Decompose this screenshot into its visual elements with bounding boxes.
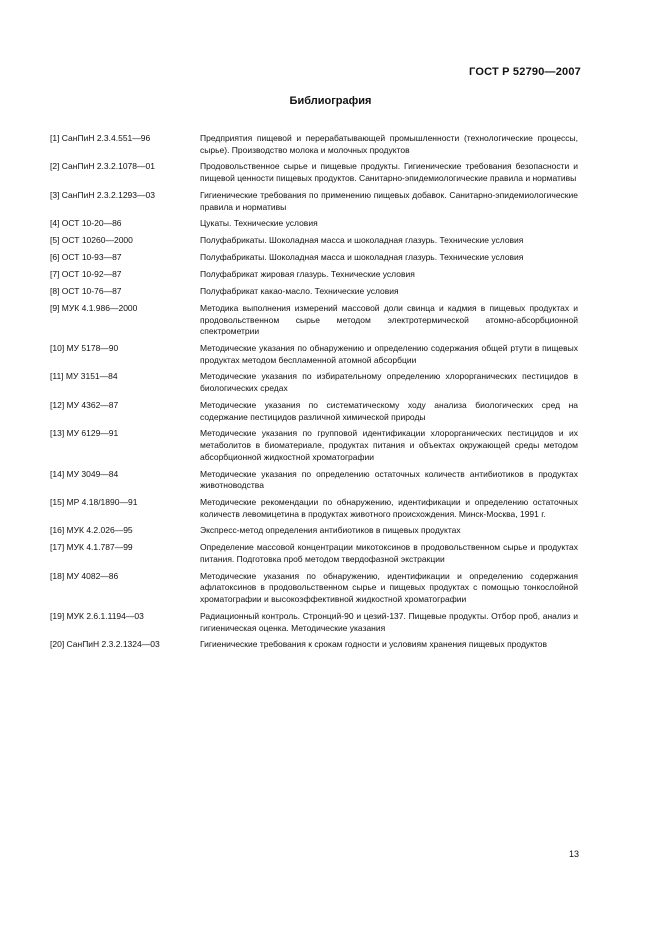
page-title: Библиография: [289, 95, 372, 107]
bibliography-entry: [50, 371, 582, 394]
entry-description: Продовольственное сырье и пищевые продукты. Гигиенические требования безопасности и пищевой ценности пищевых продуктов. Санитарно-эпидемиологические правила и нормативы: [200, 161, 578, 184]
bibliography-entry: [50, 571, 582, 606]
entry-description: Цукаты. Технические условия: [200, 218, 318, 229]
entry-reference: [3] СанПиН 2.3.2.1293—03: [50, 189, 155, 200]
entry-description: Гигиенические требования к срокам годности и условиям хранения пищевых продуктов: [200, 639, 548, 650]
entry-reference: [19] МУК 2.6.1.1194—03: [50, 610, 144, 621]
bibliography-entry: [50, 400, 582, 423]
entry-reference: [12] МУ 4362—87: [50, 399, 119, 410]
entry-description: Определение массовой концентрации микотоксинов в продовольственном сырье и продуктах питания. Подготовка проб методом твердофазной экстракции: [200, 542, 578, 564]
entry-reference: [16] МУК 4.2.026—95: [50, 525, 133, 536]
bibliography-entry: [50, 286, 582, 298]
entry-description: Полуфабрикаты. Шоколадная масса и шоколадная глазурь. Технические условия: [200, 235, 524, 246]
entry-description: Полуфабрикаты. Шоколадная масса и шоколадная глазурь. Технические условия: [200, 252, 524, 263]
bibliography-entry: [50, 218, 582, 230]
entry-description: Методические указания по избирательному определению хлорорганических пестицидов в биологических средах: [200, 371, 578, 394]
entry-reference: [6] ОСТ 10-93—87: [50, 252, 122, 263]
entry-reference: [17] МУК 4.1.787—99: [50, 542, 133, 553]
entry-reference: [20] СанПиН 2.3.2.1324—03: [50, 639, 160, 650]
entry-description: Радиационный контроль. Стронций-90 и цезий-137. Пищевые продукты. Отбор проб, анализ и гигиеническая оценка. Методические указания: [200, 610, 578, 633]
bibliography-entry: [50, 161, 582, 184]
bibliography-entry: [50, 133, 582, 156]
entry-reference: [14] МУ 3049—84: [50, 468, 119, 479]
entry-description: Методические указания по определению остаточных количеств антибиотиков в продуктах животноводства: [200, 468, 578, 491]
standard-code: ГОСТ Р 52790—2007: [469, 66, 581, 78]
entry-description: Методика выполнения измерений массовой доли свинца и кадмия в пищевых продуктах и продовольственном сырье методом электротермической атомно-абсорбционной спектрометрии: [200, 302, 578, 337]
entry-reference: [9] МУК 4.1.986—2000: [50, 302, 138, 313]
entry-reference: [2] СанПиН 2.3.2.1078—01: [50, 161, 155, 172]
entry-description: Методические указания по обнаружению и определению содержания общей ртути в пищевых продуктах методом беспламенной атомной абсорбции: [200, 342, 578, 365]
entry-description: Полуфабрикат жировая глазурь. Технические условия: [200, 269, 415, 280]
entry-description: Предприятия пищевой и перерабатывающей промышленности (технологические процессы, сырье). Производство молока и молочных продуктов: [200, 133, 578, 155]
bibliography-entry: [50, 542, 582, 565]
entry-description: Методические указания по обнаружению, идентификации и определению содержания афлатоксинов в продовольственном сырье и пищевых продуктах с помощью тонкослойной хроматографии и высокоэффективной жидкостной хроматографии: [200, 570, 578, 605]
entry-reference: [10] МУ 5178—90: [50, 342, 119, 353]
bibliography-entry: [50, 190, 582, 213]
entry-reference: [18] МУ 4082—86: [50, 570, 119, 581]
entry-description: Гигиенические требования по применению пищевых добавок. Санитарно-эпидемиологические правила и нормативы: [200, 189, 578, 212]
entry-reference: [13] МУ 6129—91: [50, 428, 119, 439]
entry-description: Полуфабрикат какао-масло. Технические условия: [200, 286, 399, 297]
bibliography-entry: [50, 343, 582, 366]
bibliography-list: [50, 133, 582, 656]
entry-reference: [5] ОСТ 10260—2000: [50, 235, 133, 246]
bibliography-entry: [50, 611, 582, 634]
bibliography-entry: [50, 497, 582, 520]
page-number: 13: [568, 849, 579, 859]
entry-reference: [15] МР 4.18/1890—91: [50, 497, 138, 507]
bibliography-entry: [50, 639, 582, 651]
bibliography-entry: [50, 428, 582, 463]
bibliography-entry: [50, 269, 582, 281]
entry-reference: [4] ОСТ 10-20—86: [50, 218, 122, 229]
bibliography-entry: [50, 252, 582, 264]
entry-description: Экспресс-метод определения антибиотиков в пищевых продуктах: [200, 525, 461, 536]
bibliography-entry: [50, 235, 582, 247]
entry-reference: [7] ОСТ 10-92—87: [50, 269, 122, 280]
bibliography-entry: [50, 525, 582, 537]
entry-reference: [1] СанПиН 2.3.4.551—96: [50, 133, 151, 143]
bibliography-entry: [50, 469, 582, 492]
entry-description: Методические указания по систематическому ходу анализа биологических сред на содержание пестицидов различной химической природы: [200, 399, 578, 422]
entry-reference: [8] ОСТ 10-76—87: [50, 286, 122, 297]
entry-description: Методические указания по групповой идентификации хлорорганических пестицидов и их метаболитов в биоматериале, продуктах питания и объектах окружающей среды методом абсорбционной жидкостной хроматографии: [200, 428, 578, 462]
bibliography-entry: [50, 303, 582, 338]
entry-reference: [11] МУ 3151—84: [50, 371, 118, 382]
entry-description: Методические рекомендации по обнаружению, идентификации и определению остаточных количеств левомицетина в продуктах животного происхождения. Минск-Москва, 1991 г.: [200, 497, 578, 519]
